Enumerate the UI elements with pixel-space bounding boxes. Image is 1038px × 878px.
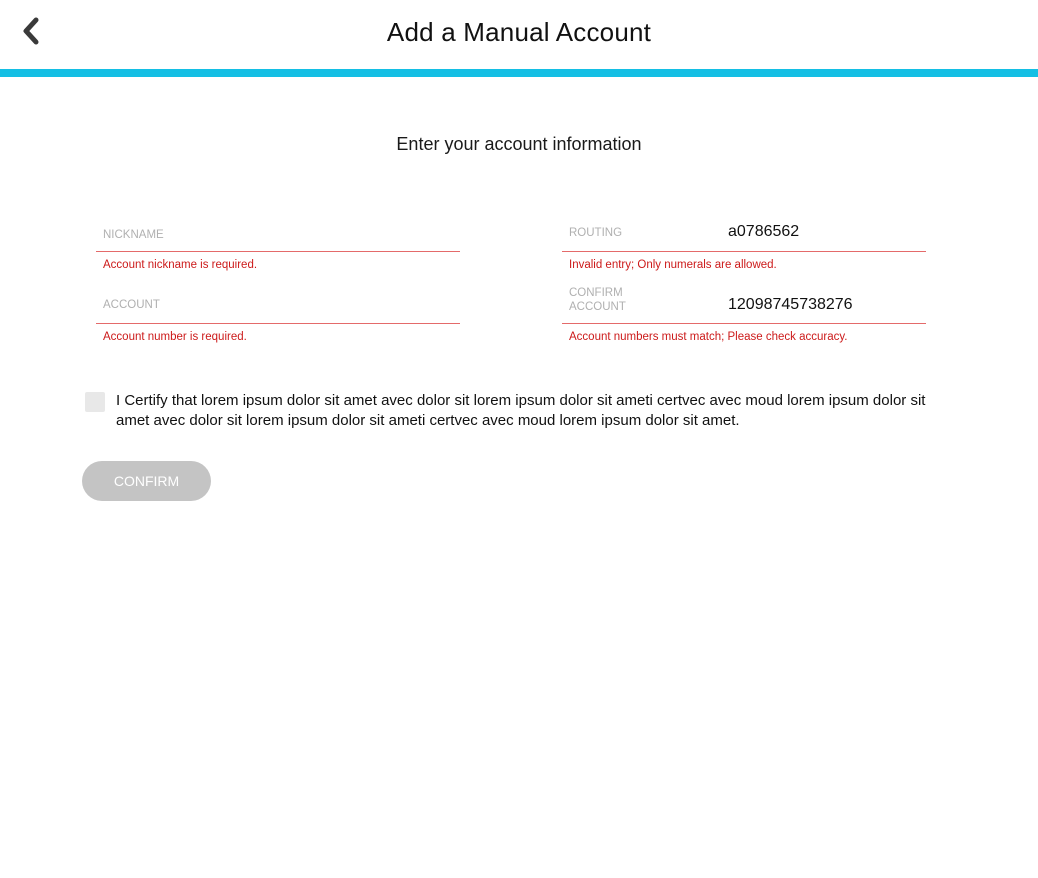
confirm-account-label-line1: CONFIRM — [569, 287, 623, 299]
confirm-button[interactable]: CONFIRM — [82, 461, 211, 501]
routing-field[interactable] — [562, 207, 926, 252]
nickname-error: Account nickname is required. — [103, 259, 258, 271]
accent-bar — [0, 69, 1038, 77]
header — [0, 0, 1038, 69]
nickname-label: NICKNAME — [103, 229, 164, 241]
confirm-account-label-line2: ACCOUNT — [569, 301, 626, 313]
account-field[interactable] — [96, 279, 460, 324]
page-title: Add a Manual Account — [386, 17, 652, 47]
account-input[interactable] — [262, 295, 452, 313]
certify-checkbox[interactable] — [85, 392, 105, 412]
certify-text: I Certify that lorem ipsum dolor sit amet avec dolor sit lorem ipsum dolor sit ameti certvec avec moud lorem ipsum dolor sit amet avec dolor sit lorem ipsum dolor sit ameti certvec avec moud lorem ipsum dolor sit amet. — [116, 392, 926, 429]
form-subtitle: Enter your account information — [396, 134, 642, 154]
confirm-account-field[interactable] — [562, 279, 926, 324]
routing-input[interactable] — [728, 223, 918, 241]
nickname-field[interactable] — [96, 207, 460, 252]
account-label: ACCOUNT — [103, 299, 160, 311]
confirm-account-error: Account numbers must match; Please check accuracy. — [569, 331, 848, 343]
account-error: Account number is required. — [103, 331, 247, 343]
nickname-input[interactable] — [262, 223, 452, 241]
routing-error: Invalid entry; Only numerals are allowed. — [569, 259, 777, 271]
routing-label: ROUTING — [569, 227, 623, 239]
confirm-account-input[interactable] — [728, 296, 918, 314]
